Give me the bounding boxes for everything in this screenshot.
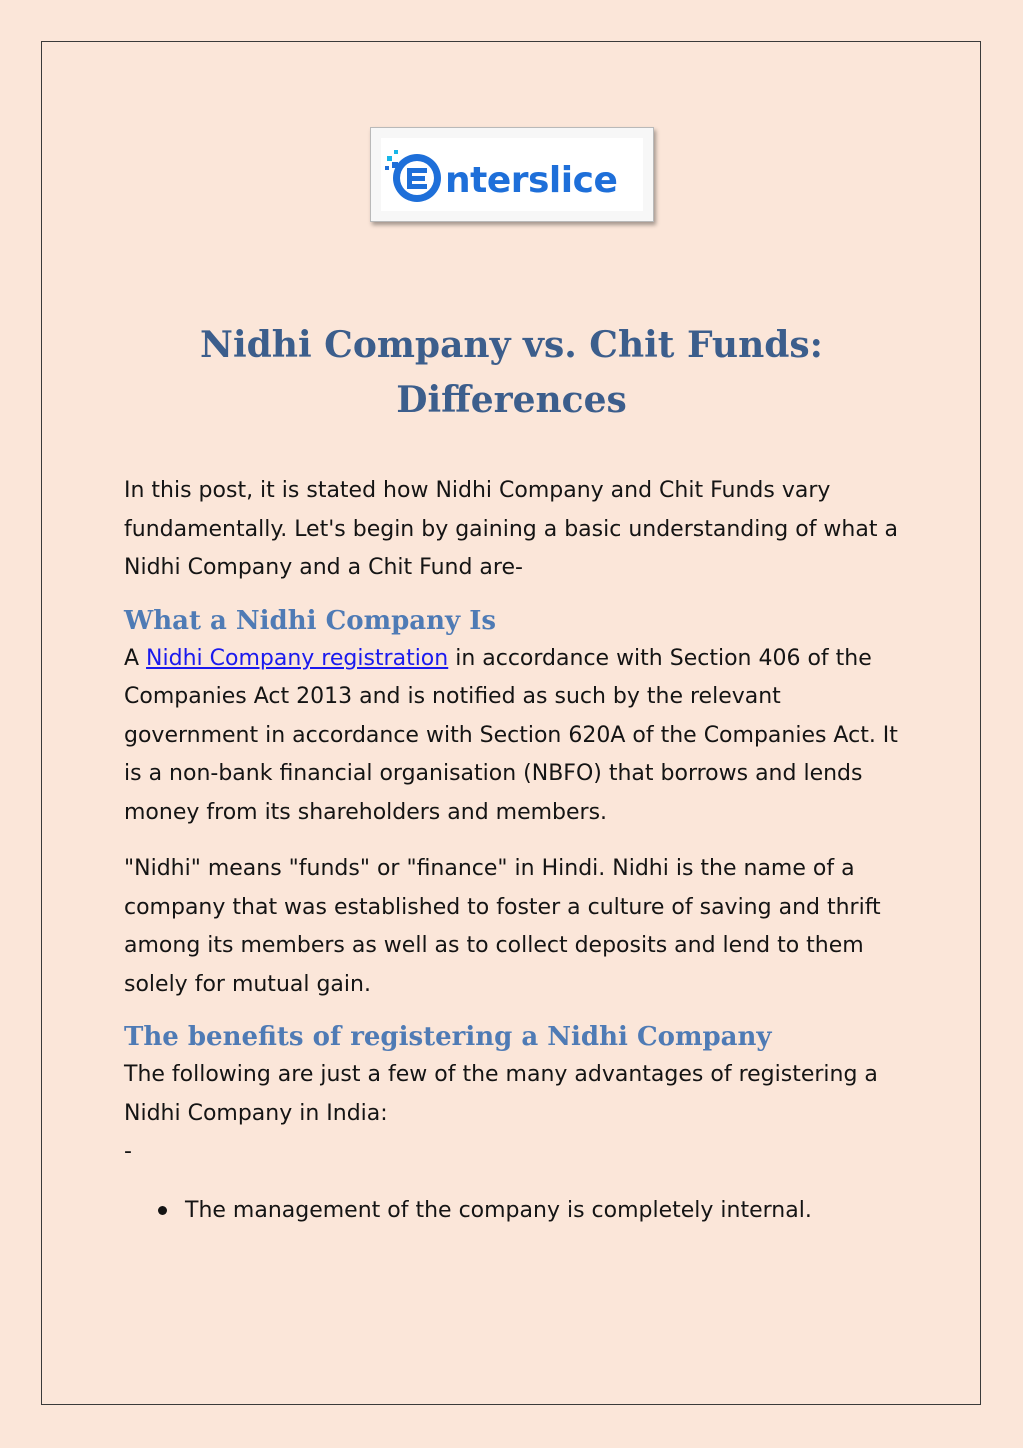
intro-paragraph: In this post, it is stated how Nidhi Company and Chit Funds vary fundamentally. Let's begin by gaining a basic understanding of what a Nidhi Company and a Chit Fund are-	[124, 478, 898, 580]
logo-frame	[370, 127, 654, 222]
what-nidhi-prefix: A	[124, 645, 147, 671]
heading-what-nidhi: What a Nidhi Company Is	[124, 605, 496, 636]
enterslice-logo	[381, 138, 643, 211]
svg-text:nterslice: nterslice	[445, 160, 618, 201]
page-title	[100, 318, 923, 428]
nidhi-meaning-paragraph: "Nidhi" means "funds" or "finance" in Hindi. Nidhi is the name of a company that was established to foster a culture of saving and thrift among its members as well as to collect deposits and lend to them solely for mutual gain.	[124, 856, 881, 997]
list-item-text: The management of the company is completely internal.	[185, 1197, 812, 1223]
page-title-line1: Nidhi Company vs. Chit Funds:	[200, 324, 823, 366]
dash-marker: -	[124, 1139, 132, 1164]
benefits-intro-paragraph: The following are just a few of the many advantages of registering a Nidhi Company in India:	[124, 1062, 878, 1126]
list-item	[158, 1192, 904, 1231]
page-title-line2: Differences	[396, 379, 627, 421]
enterslice-logo-graphic	[381, 138, 643, 211]
article-body	[124, 472, 904, 1230]
benefits-list	[124, 1192, 904, 1231]
nidhi-registration-link[interactable]: Nidhi Company registration	[146, 645, 449, 671]
bullet-icon	[158, 1206, 167, 1215]
what-nidhi-paragraph	[124, 640, 904, 833]
what-nidhi-suffix: in accordance with Section 406 of the Companies Act 2013 and is notified as such by the relevant government in accordance with Section 620A of the Companies Act. It is a non-bank financial organisation (NBFO) that borrows and lends money from its shareholders and members.	[124, 645, 898, 825]
heading-benefits: The benefits of registering a Nidhi Company	[124, 1022, 772, 1052]
